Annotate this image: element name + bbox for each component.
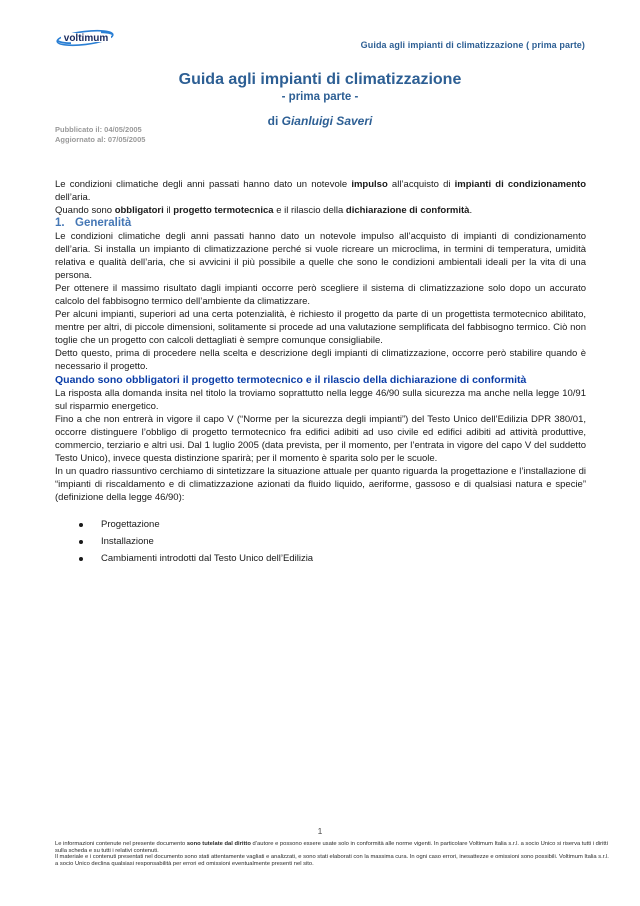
section-heading-generalita bbox=[55, 217, 586, 230]
document-title: Guida agli impianti di climatizzazione bbox=[178, 71, 462, 88]
voltimum-logo bbox=[55, 26, 117, 50]
disclaimer-line-1: Le informazioni contenute nel presente documento sono tutelate dal diritto d’autore e possono essere usate solo in conformità alle norme vigenti. In particolare Voltimum Italia s.r.l. a socio Unico si riserva tutti i diritti sulla scheda e su tutti i relativi contenuti. bbox=[55, 841, 608, 854]
footer-disclaimer bbox=[55, 841, 612, 867]
author-name: Gianluigi Saveri bbox=[281, 114, 373, 128]
logo-text: voltimum bbox=[63, 33, 109, 44]
section-label: Generalità bbox=[75, 217, 132, 229]
paragraph: Le condizioni climatiche degli anni passati hanno dato un notevole impulso all’acquisto di impianti di condizionamento dell’aria. Si installa un impianto di climatizzazione perché si vuole ricreare un microclima, in termini di temperatura, umidità relativa e qualità dell’aria, che si avvicini il più possibile a quelle che sono le condizioni ambientali ideali per la vita di una persona. bbox=[55, 231, 586, 281]
bullet-list bbox=[55, 516, 586, 567]
paragraph: In un quadro riassuntivo cerchiamo di sintetizzare la situazione attuale per quanto riguarda la progettazione e l’installazione di “impianti di riscaldamento e di climatizzazione azionati da fluido liquido, aeriforme, gassoso e di qualsiasi natura e specie” (definizione della legge 46/90): bbox=[55, 466, 586, 503]
paragraph: Per alcuni impianti, superiori ad una certa potenzialità, è richiesto il progetto da parte di un progettista termotecnico abilitato, mentre per altri, di piccole dimensioni, solitamente si procede ad una valutazione semplificata del fabbisogno termico. Ciò non toglie che un progetto con calcoli dettagliati è sempre comunque consigliabile. bbox=[55, 309, 586, 346]
page-header bbox=[55, 26, 585, 50]
running-title: Guida agli impianti di climatizzazione ( prima parte) bbox=[360, 40, 585, 50]
disclaimer-line-2: Il materiale e i contenuti presentati nel documento sono stati attentamente vagliati e analizzati, e sono stati elaborati con la massima cura. In ogni caso errori, inesattezze e omissioni sono possibili. Voltimum Italia s.r.l. a socio Unico declina qualsiasi responsabilità per errori ed omissioni eventualmente presenti nel sito. bbox=[55, 854, 609, 867]
paragraph: La risposta alla domanda insita nel titolo la troviamo soprattutto nella legge 46/90 sulla sicurezza ma anche nella legge 10/91 sul risparmio energetico. bbox=[55, 388, 586, 412]
intro-paragraph-1: Le condizioni climatiche degli anni passati hanno dato un notevole impulso all’acquisto di impianti di condizionamento dell’aria. bbox=[55, 179, 586, 203]
list-item: Cambiamenti introdotti dal Testo Unico dell’Edilizia bbox=[101, 550, 586, 567]
publication-dates bbox=[55, 125, 145, 144]
document-body bbox=[55, 178, 586, 567]
byline-row bbox=[0, 114, 640, 148]
list-item: Progettazione bbox=[101, 516, 586, 533]
paragraph: Fino a che non entrerà in vigore il capo V (“Norme per la sicurezza degli impianti”) del Testo Unico dell’Edilizia DPR 380/01, occorre distinguere l’obbligo di progetto termotecnico fra edifici adibiti ad uso civile ed edifici adibiti ad attività produttive, commercio, terziario e altri usi. Dal 1 luglio 2005 (data prevista, per il momento, per l’entrata in vigore del capo V del suddetto Testo Unico), invece questa distinzione sparirà; per il momento è sparita solo per le scuole. bbox=[55, 414, 586, 464]
subsection-heading: Quando sono obbligatori il progetto termotecnico e il rilascio della dichiarazione di conformità bbox=[55, 374, 527, 386]
section-number: 1. bbox=[55, 217, 65, 229]
paragraph: Detto questo, prima di procedere nella scelta e descrizione degli impianti di climatizzazione, occorre però stabilire quando è necessario il progetto. bbox=[55, 348, 586, 372]
page-number: 1 bbox=[317, 826, 323, 836]
updated-date: Aggiornato al: 07/05/2005 bbox=[55, 134, 146, 144]
title-block bbox=[0, 70, 640, 103]
document-subtitle: - prima parte - bbox=[281, 91, 359, 103]
intro-paragraph-2: Quando sono obbligatori il progetto termotecnica e il rilascio della dichiarazione di conformità. bbox=[55, 205, 473, 216]
paragraph: Per ottenere il massimo risultato dagli impianti occorre però scegliere il sistema di climatizzazione solo dopo un accurato calcolo del fabbisogno termico dell’ambiente da climatizzare. bbox=[55, 283, 586, 307]
published-date: Pubblicato il: 04/05/2005 bbox=[55, 125, 142, 134]
byline-prefix: di bbox=[267, 114, 282, 128]
list-item: Installazione bbox=[101, 533, 586, 550]
